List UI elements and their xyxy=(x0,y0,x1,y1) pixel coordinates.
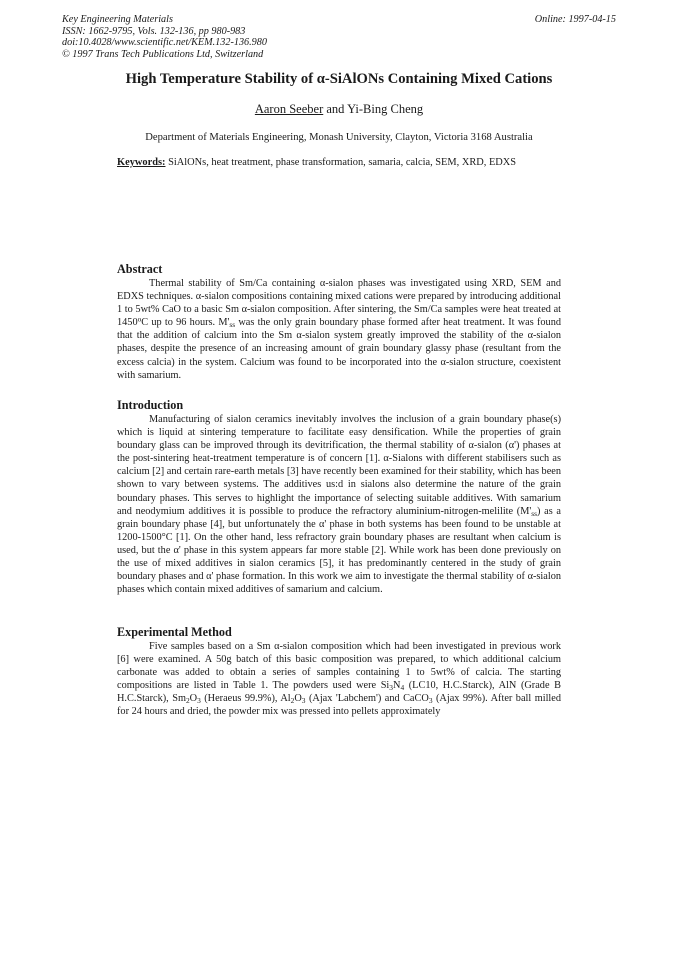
experimental-text: N xyxy=(393,680,401,692)
experimental-text: Five samples based on a Sm α-sialon composition which had been investigated in previous work [6] were examined. A 50g batch of this basic composition was prepared, to which additional calcium carbonate was added to obtain a series of samples containing 1 to 5wt% of calcia. The starting compositions are listed in Table 1. The powders used were Si xyxy=(117,641,561,692)
abstract-text: C up to 96 hours. M' xyxy=(141,317,230,329)
experimental-text: O xyxy=(189,693,198,705)
subscript: 4 xyxy=(400,683,405,693)
author-cheng: Yi-Bing Cheng xyxy=(347,102,424,116)
online-date: Online: 1997-04-15 xyxy=(534,14,616,25)
affiliation: Department of Materials Engineering, Monash University, Clayton, Victoria 3168 Australia xyxy=(145,132,533,143)
keywords-text: SiAlONs, heat treatment, phase transformation, samaria, calcia, SEM, XRD, EDXS xyxy=(165,157,517,168)
experimental-section xyxy=(117,625,561,719)
subscript: 3 xyxy=(389,683,393,693)
introduction-text: Manufacturing of sialon ceramics inevitably involves the inclusion of a grain boundary phase(s) which is liquid at sintering temperature to facilitate easy densification. While the properties of grain boundary glass can be improved through its devitrification, the thermal stability of α-sialon (α') phases at the post-sintering heat-treatment temperature is of concern [1]. α-Sialons with different stabilisers such as calcium [2] and certain rare-earth metals [3] have recently been examined for their stability, which has been shown to vary between systems. The additives us:d in sialons also determine the nature of the grain boundary phases. This serves to highlight the importance of selecting suitable additives. With samarium and neodymium additives it is possible to produce the refractory aluminium-nitrogen-melilite (M' xyxy=(117,414,561,517)
keywords xyxy=(117,157,516,168)
introduction-section xyxy=(117,398,561,596)
author-line xyxy=(0,102,678,117)
abstract-body xyxy=(117,277,561,382)
subscript: 3 xyxy=(197,696,201,706)
experimental-text: (LC10, H.C.Starck), AlN (Grade B H.C.Starck), Sm xyxy=(117,680,561,705)
paper-title: High Temperature Stability of α-SiAlONs Containing Mixed Cations xyxy=(125,71,553,87)
subscript: 2 xyxy=(185,696,190,706)
abstract-section xyxy=(117,262,561,382)
subscript: 3 xyxy=(301,696,306,706)
experimental-text: (Ajax 'Labchem') and CaCO xyxy=(305,693,429,705)
introduction-heading: Introduction xyxy=(117,398,184,412)
journal-header xyxy=(62,14,267,60)
introduction-body xyxy=(117,413,561,596)
author-seeber: Aaron Seeber xyxy=(254,102,324,116)
copyright-line: © 1997 Trans Tech Publications Ltd, Switzerland xyxy=(62,48,264,60)
author-joiner: and xyxy=(323,102,348,116)
experimental-text: O xyxy=(294,693,302,705)
subscript: 3 xyxy=(428,696,433,706)
degree-superscript: o xyxy=(137,314,142,324)
subscript: ss xyxy=(531,508,538,518)
introduction-text: ) as a grain boundary phase [4], but unfortunately the α' phase in both systems has been found to be unstable at 1200-1500°C [1]. On the other hand, less refractory grain boundary phases are resultant when calcium is used, but the α' phase in this system appears far more stable [2]. While work has been done previously on the use of mixed additives in sialon ceramics [5], it has predominantly centered in the study of grain boundary phases and α' phase formation. In this work we aim to investigate the thermal stability of α-sialon phases which contain mixed additives of samarium and calcium. xyxy=(117,505,561,596)
experimental-text: (Heraeus 99.9%), Al xyxy=(200,693,291,705)
journal-name: Key Engineering Materials xyxy=(62,14,173,25)
experimental-heading: Experimental Method xyxy=(117,625,232,639)
issn-line: ISSN: 1662-9795, Vols. 132-136, pp 980-983 xyxy=(62,25,246,37)
keywords-label: Keywords: xyxy=(117,157,166,168)
subscript: 2 xyxy=(290,696,295,706)
experimental-text: (Ajax 99%). After ball milled for 24 hours and dried, the powder mix was pressed into pellets approximately xyxy=(117,693,562,718)
experimental-body xyxy=(117,640,561,719)
doi-line[interactable]: doi:10.4028/www.scientific.net/KEM.132-136.980 xyxy=(62,37,267,49)
abstract-text: was the only grain boundary phase formed after heat treatment. It was found that the addition of calcium into the Sm α-sialon system greatly improved the stability of the α-sialon phases, despite the presence of an increasing amount of grain boundary glassy phase (resultant from the excess calcia) in the system. Calcium was found to be incorporated into the α-sialon structure, coexistent with samarium. xyxy=(117,317,561,381)
abstract-text: Thermal stability of Sm/Ca containing α-sialon phases was investigated using XRD, SEM and EDXS techniques. α-sialon compositions containing mixed cations were prepared by introducing additional 1 to 5wt% CaO to a basic Sm α-sialon composition. After sintering, the Sm/Ca samples were heat treated at 1450 xyxy=(117,278,561,329)
abstract-heading: Abstract xyxy=(117,262,163,276)
subscript: ss xyxy=(229,320,236,330)
